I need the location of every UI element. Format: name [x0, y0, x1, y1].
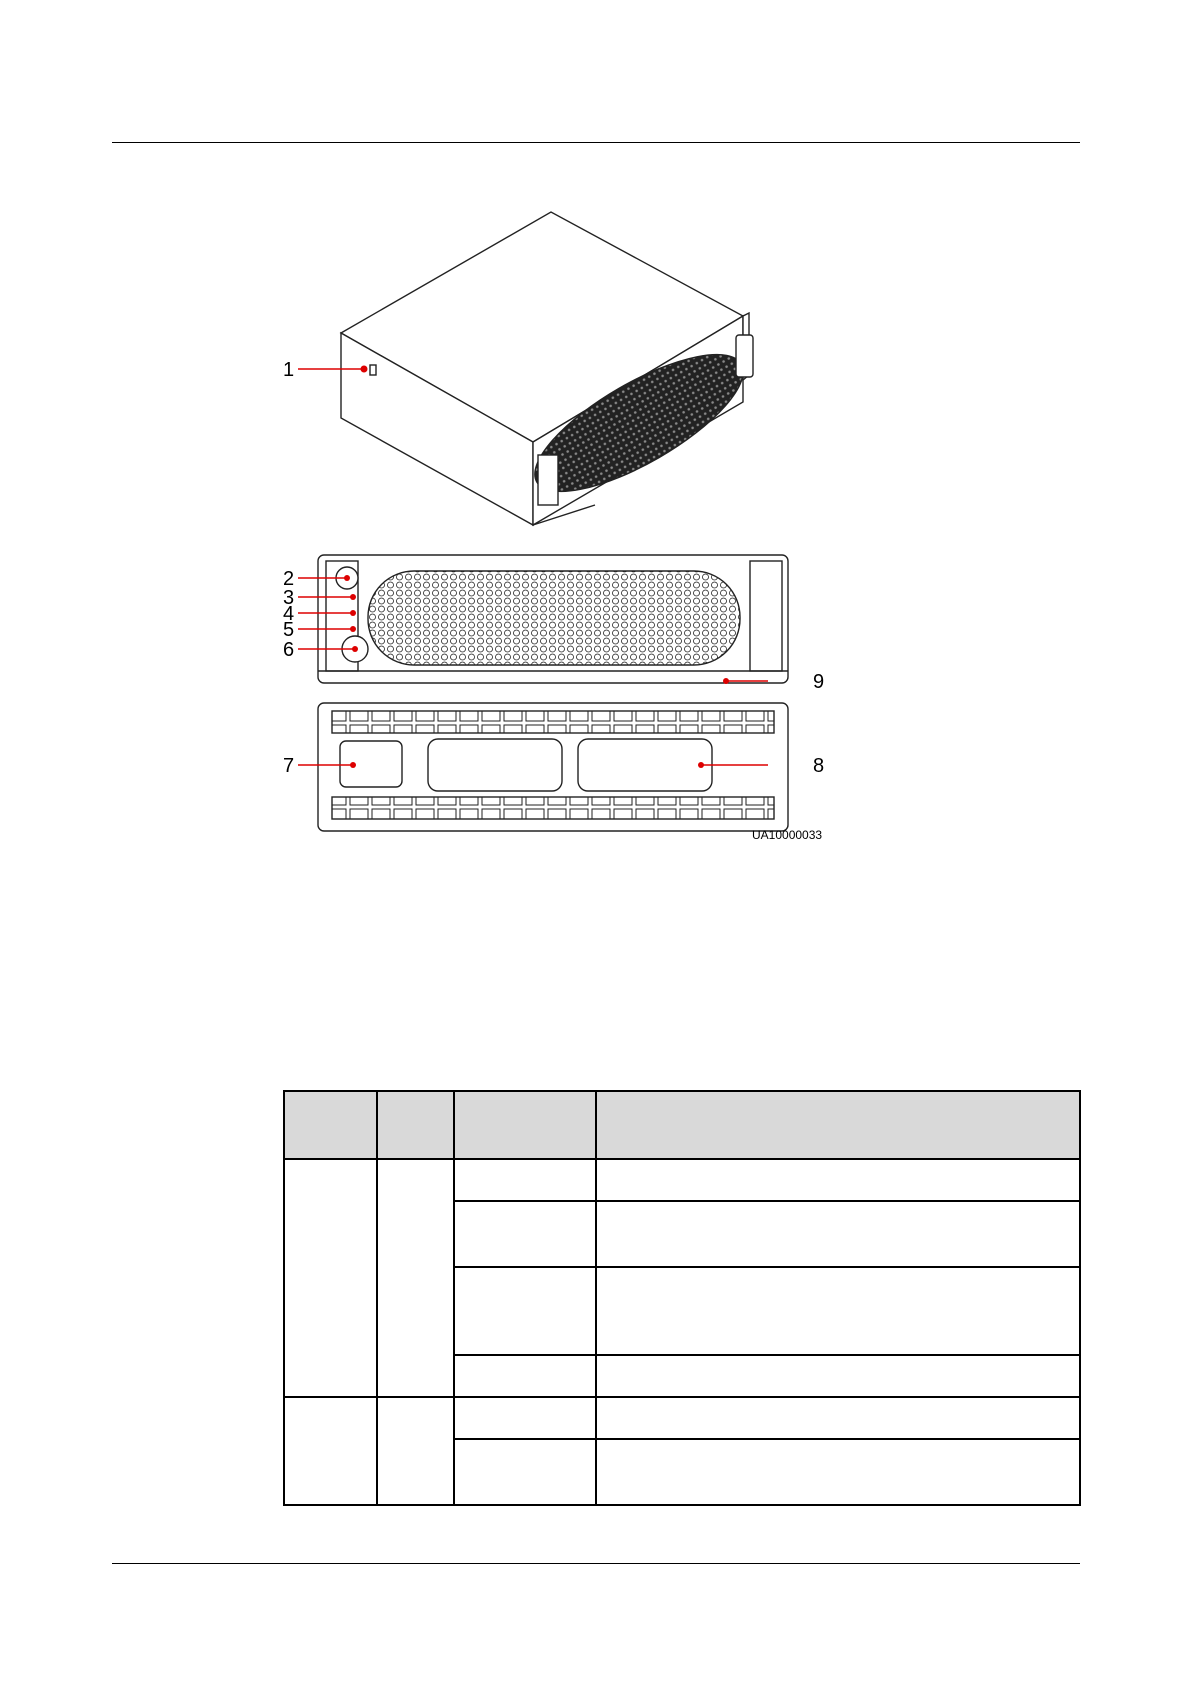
table-cell: [454, 1201, 596, 1267]
callout-6: 6: [283, 639, 295, 661]
table-cell: [454, 1159, 596, 1201]
table-cell: [596, 1355, 1080, 1397]
callout-4: 4: [283, 603, 295, 625]
spec-table: [283, 1090, 1081, 1506]
footer-rule: [112, 1563, 1080, 1564]
module-iso-view: [341, 212, 761, 525]
table-cell: [377, 1159, 454, 1397]
table-cell: [454, 1355, 596, 1397]
header-cell: [454, 1091, 596, 1159]
table-cell: [596, 1267, 1080, 1355]
table-row: [284, 1159, 1080, 1201]
callout-2: 2: [283, 568, 295, 590]
header-rule: [112, 142, 1080, 143]
callout-9: 9: [813, 671, 825, 693]
table-cell: [596, 1397, 1080, 1439]
table-cell: [454, 1397, 596, 1439]
table-header-row: [284, 1091, 1080, 1159]
header-cell: [284, 1091, 377, 1159]
callout-5: 5: [283, 619, 295, 641]
callout-3: 3: [283, 587, 295, 609]
table-cell: [596, 1439, 1080, 1505]
callout-1: 1: [283, 359, 295, 381]
figure-code: UA10000033: [752, 828, 823, 842]
header-cell: [377, 1091, 454, 1159]
header-cell: [596, 1091, 1080, 1159]
callout-7: 7: [283, 755, 295, 777]
module-front-view: [318, 555, 788, 684]
table-cell: [377, 1397, 454, 1505]
callout-8: 8: [813, 755, 825, 777]
table-cell: [454, 1267, 596, 1355]
table-row: [284, 1397, 1080, 1439]
module-rear-view: [318, 703, 788, 831]
table-cell: [596, 1201, 1080, 1267]
ups-module-figure: [260, 205, 860, 850]
table-cell: [596, 1159, 1080, 1201]
table-cell: [284, 1159, 377, 1397]
table-cell: [454, 1439, 596, 1505]
table-cell: [284, 1397, 377, 1505]
